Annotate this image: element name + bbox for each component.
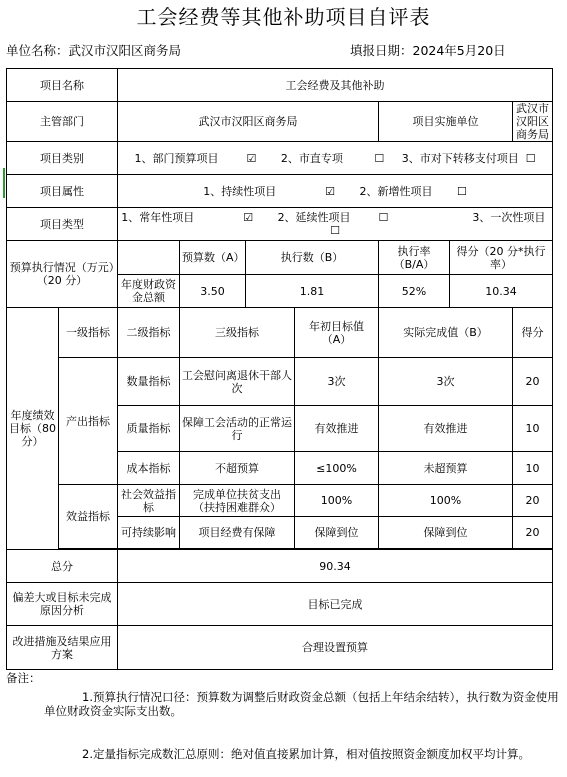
output-indicator-label: 产出指标	[59, 358, 118, 485]
budget-header-blank	[118, 241, 180, 275]
indicator-score: 20	[513, 517, 553, 549]
perf-header-score: 得分	[513, 308, 553, 358]
budget-label: 预算执行情况（万元）（20 分）	[7, 241, 118, 308]
indicator-level3: 保障工会活动的正常运行	[180, 406, 295, 452]
category-opt3-checkbox[interactable]: ☐	[525, 151, 536, 165]
indicator-level2: 数量指标	[118, 358, 180, 406]
category-opt1: 1、部门预算项目	[134, 151, 219, 165]
indicator-level3: 工会慰问离退休干部人次	[180, 358, 295, 406]
impl-unit-label: 项目实施单位	[379, 102, 513, 142]
indicator-level2: 质量指标	[118, 406, 180, 452]
indicator-target: 有效推进	[295, 406, 379, 452]
type-opt1: 1、常年性项目	[121, 211, 195, 224]
indicator-level3: 完成单位扶贫支出 （扶持困难群众）	[180, 485, 295, 517]
type-opt2: 2、延续性项目	[277, 211, 351, 224]
report-date: 填报日期：2024年5月20日	[350, 43, 506, 58]
improve-label: 改进措施及结果应用方案	[7, 626, 118, 670]
type-opt2-checkbox[interactable]: ☐	[378, 211, 389, 224]
indicator-score: 10	[513, 452, 553, 485]
unit-name: 单位名称：武汉市汉阳区商务局	[6, 43, 182, 58]
category-opt3: 3、市对下转移支付项目	[401, 151, 519, 165]
type-opt1-checkbox[interactable]: ☑	[243, 211, 254, 224]
indicator-actual: 有效推进	[379, 406, 513, 452]
category-opt2: 2、市直专项	[280, 151, 343, 165]
indicator-level2: 成本指标	[118, 452, 180, 485]
project-name-value: 工会经费及其他补助	[118, 69, 553, 102]
project-name-label: 项目名称	[7, 69, 118, 102]
category-label: 项目类别	[7, 142, 118, 175]
indicator-score: 20	[513, 358, 553, 406]
budget-col-budget: 预算数（A）	[180, 241, 246, 275]
total-label: 总分	[7, 550, 118, 583]
perf-header-target: 年初目标值（A）	[295, 308, 379, 358]
impl-unit-value: 武汉市汉阳区商务局	[513, 102, 553, 142]
deviation-label: 偏差大或目标未完成原因分析	[7, 583, 118, 626]
note-aggregation-rule: 2.定量指标完成数汇总原则：绝对值直接累加计算，相对值按照资金额度加权平均计算。	[82, 747, 530, 761]
perf-header-actual: 实际完成值（B）	[379, 308, 513, 358]
budget-col-rate: 执行率（B/A）	[379, 241, 450, 275]
note-budget-definition: 1.预算执行情况口径：预算数为调整后财政资金总额（包括上年结余结转），执行数为资金使用单位财政资金实际支出数。	[44, 690, 559, 718]
attr-opt1-checkbox[interactable]: ☑	[325, 184, 336, 198]
indicator-score: 10	[513, 406, 553, 452]
indicator-actual: 100%	[379, 485, 513, 517]
dept-label: 主管部门	[7, 102, 118, 142]
category-options	[118, 142, 553, 175]
perf-label: 年度绩效目标（80分）	[7, 308, 59, 550]
budget-col-score: 得分（20 分*执行率）	[450, 241, 553, 275]
attr-opt2-checkbox[interactable]: ☐	[457, 184, 467, 198]
budget-col-exec: 执行数（B）	[246, 241, 379, 275]
indicator-actual: 未超预算	[379, 452, 513, 485]
indicator-score: 20	[513, 485, 553, 517]
budget-value: 3.50	[180, 275, 246, 308]
indicator-level2: 社会效益指标	[118, 485, 180, 517]
selected-row-marker	[3, 168, 5, 198]
page-title: 工会经费等其他补助项目自评表	[136, 5, 431, 29]
category-opt2-checkbox[interactable]: ☐	[374, 151, 385, 165]
rate-value: 52%	[379, 275, 450, 308]
category-opt1-checkbox[interactable]: ☑	[246, 151, 257, 165]
perf-header-level2: 二级指标	[118, 308, 180, 358]
type-opt3: 3、一次性项目	[472, 211, 546, 224]
indicator-target: 保障到位	[295, 517, 379, 549]
indicator-level3: 不超预算	[180, 452, 295, 485]
indicator-level3: 项目经费有保障	[180, 517, 295, 549]
indicator-actual: 保障到位	[379, 517, 513, 549]
self-evaluation-table	[6, 68, 553, 670]
attr-label: 项目属性	[7, 175, 118, 208]
type-options	[118, 208, 553, 241]
exec-value: 1.81	[246, 275, 379, 308]
indicator-actual: 3次	[379, 358, 513, 406]
perf-header-level3: 三级指标	[180, 308, 295, 358]
attr-opt1: 1、持续性项目	[203, 184, 277, 198]
type-label: 项目类型	[7, 208, 118, 241]
indicator-target: ≤100%	[295, 452, 379, 485]
attr-options	[118, 175, 553, 208]
deviation-value: 目标已完成	[118, 583, 553, 626]
attr-opt2: 2、新增性项目	[359, 184, 433, 198]
indicator-target: 3次	[295, 358, 379, 406]
type-opt3-checkbox[interactable]: ☐	[330, 224, 340, 237]
dept-value: 武汉市汉阳区商务局	[118, 102, 379, 142]
indicator-level2: 可持续影响	[118, 517, 180, 549]
benefit-indicator-label: 效益指标	[59, 485, 118, 549]
budget-score-value: 10.34	[450, 275, 553, 308]
total-value: 90.34	[118, 550, 553, 583]
improve-value: 合理设置预算	[118, 626, 553, 670]
indicator-target: 100%	[295, 485, 379, 517]
perf-header-level1: 一级指标	[59, 308, 118, 358]
budget-row-label: 年度财政资金总额	[118, 275, 180, 308]
notes-heading: 备注：	[6, 671, 41, 685]
